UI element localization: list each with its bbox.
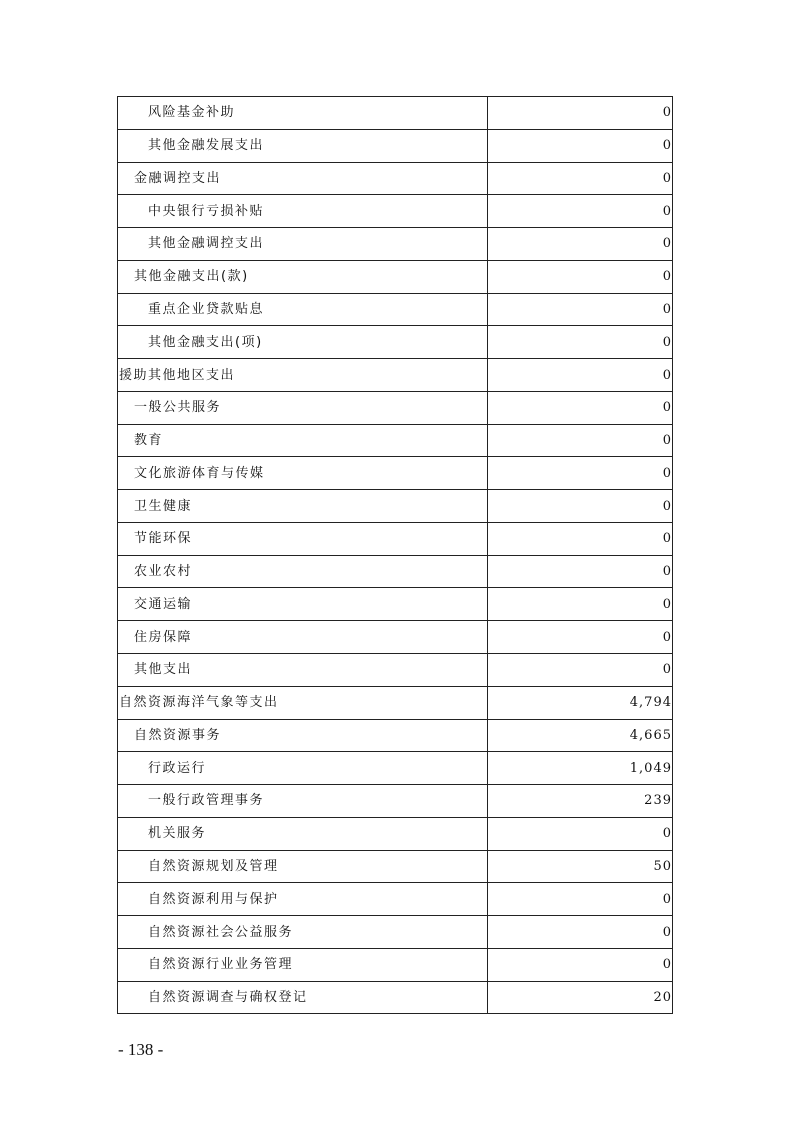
table-row <box>118 391 673 424</box>
row-label: 重点企业贷款贴息 <box>118 293 488 326</box>
table-row <box>118 752 673 785</box>
row-label: 其他支出 <box>118 654 488 687</box>
row-label: 金融调控支出 <box>118 162 488 195</box>
table-row <box>118 97 673 130</box>
row-label: 一般公共服务 <box>118 391 488 424</box>
row-value: 0 <box>488 588 673 621</box>
row-label: 自然资源利用与保护 <box>118 883 488 916</box>
table-row <box>118 981 673 1014</box>
table-row <box>118 162 673 195</box>
row-value: 0 <box>488 457 673 490</box>
row-value: 0 <box>488 555 673 588</box>
row-label: 自然资源海洋气象等支出 <box>118 686 488 719</box>
row-label: 其他金融支出(款) <box>118 260 488 293</box>
row-value: 50 <box>488 850 673 883</box>
table-row <box>118 948 673 981</box>
row-label: 文化旅游体育与传媒 <box>118 457 488 490</box>
row-value: 0 <box>488 195 673 228</box>
row-value: 0 <box>488 129 673 162</box>
table-row <box>118 588 673 621</box>
row-label: 自然资源行业业务管理 <box>118 948 488 981</box>
table-row <box>118 555 673 588</box>
row-label: 其他金融支出(项) <box>118 326 488 359</box>
row-label: 机关服务 <box>118 817 488 850</box>
row-value: 0 <box>488 621 673 654</box>
table-row <box>118 129 673 162</box>
row-label: 农业农村 <box>118 555 488 588</box>
row-value: 0 <box>488 326 673 359</box>
table-row <box>118 326 673 359</box>
table-row <box>118 654 673 687</box>
table-row <box>118 359 673 392</box>
table-row <box>118 817 673 850</box>
table-row <box>118 457 673 490</box>
row-label: 自然资源规划及管理 <box>118 850 488 883</box>
row-label: 住房保障 <box>118 621 488 654</box>
row-value: 0 <box>488 260 673 293</box>
table-row <box>118 883 673 916</box>
table-row <box>118 228 673 261</box>
row-value: 0 <box>488 883 673 916</box>
row-label: 其他金融调控支出 <box>118 228 488 261</box>
table-row <box>118 621 673 654</box>
row-value: 4,665 <box>488 719 673 752</box>
row-label: 交通运输 <box>118 588 488 621</box>
row-label: 自然资源事务 <box>118 719 488 752</box>
row-value: 0 <box>488 522 673 555</box>
row-value: 20 <box>488 981 673 1014</box>
table-row <box>118 293 673 326</box>
row-value: 0 <box>488 293 673 326</box>
row-value: 1,049 <box>488 752 673 785</box>
row-value: 0 <box>488 490 673 523</box>
row-label: 其他金融发展支出 <box>118 129 488 162</box>
row-label: 自然资源社会公益服务 <box>118 916 488 949</box>
row-value: 0 <box>488 228 673 261</box>
row-value: 4,794 <box>488 686 673 719</box>
row-label: 一般行政管理事务 <box>118 785 488 818</box>
table-row <box>118 195 673 228</box>
row-value: 239 <box>488 785 673 818</box>
row-label: 援助其他地区支出 <box>118 359 488 392</box>
table-row <box>118 686 673 719</box>
row-label: 自然资源调查与确权登记 <box>118 981 488 1014</box>
budget-table <box>117 96 673 1014</box>
row-value: 0 <box>488 359 673 392</box>
row-label: 中央银行亏损补贴 <box>118 195 488 228</box>
row-label: 节能环保 <box>118 522 488 555</box>
row-label: 教育 <box>118 424 488 457</box>
table-row <box>118 522 673 555</box>
table-row <box>118 785 673 818</box>
row-value: 0 <box>488 391 673 424</box>
table-row <box>118 719 673 752</box>
row-value: 0 <box>488 162 673 195</box>
table-row <box>118 850 673 883</box>
row-value: 0 <box>488 817 673 850</box>
row-value: 0 <box>488 916 673 949</box>
row-value: 0 <box>488 97 673 130</box>
table-row <box>118 424 673 457</box>
table-row <box>118 490 673 523</box>
table-row <box>118 260 673 293</box>
row-label: 行政运行 <box>118 752 488 785</box>
row-label: 风险基金补助 <box>118 97 488 130</box>
row-value: 0 <box>488 948 673 981</box>
row-label: 卫生健康 <box>118 490 488 523</box>
row-value: 0 <box>488 654 673 687</box>
row-value: 0 <box>488 424 673 457</box>
table-row <box>118 916 673 949</box>
page-number: - 138 - <box>118 1040 164 1059</box>
table-body <box>118 97 673 1014</box>
